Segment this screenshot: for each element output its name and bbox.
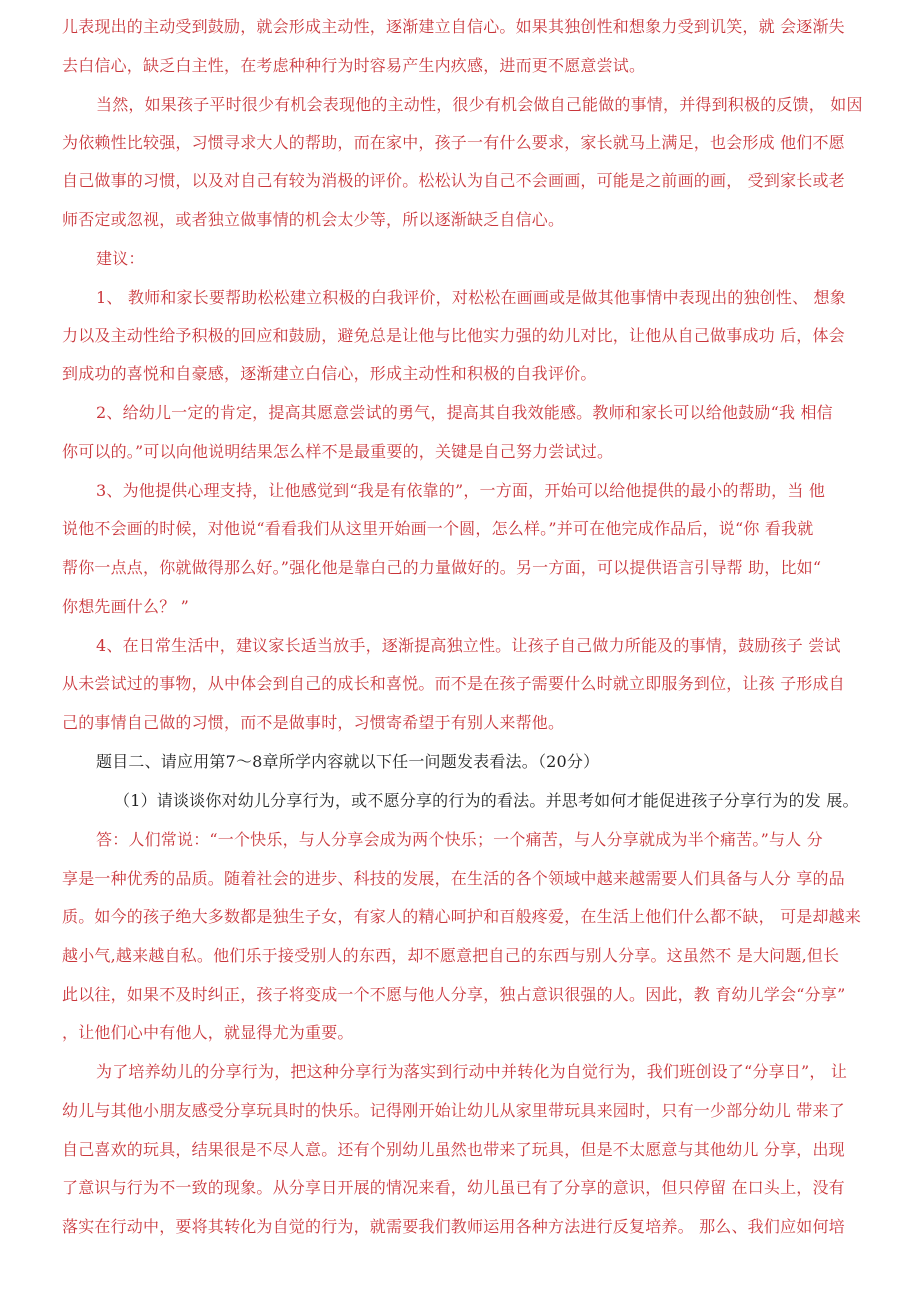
- text-line: 2、给幼儿一定的肯定，提高其愿意尝试的勇气，提高其自我效能感。教师和家长可以给他鼓励“我 相信: [96, 403, 833, 422]
- text-line: 当然，如果孩子平时很少有机会表现他的主动性，很少有机会做自己能做的事情，并得到积极的反馈， 如因: [96, 95, 863, 114]
- text-line: 题目二、请应用第7～8章所学内容就以下任一问题发表看法。（20分）: [96, 752, 600, 771]
- text-line: 建议：: [96, 249, 145, 268]
- text-line: 幼儿与其他小朋友感受分享玩具时的快乐。记得刚开始让幼儿从家里带玩具来园时，只有一少部分幼儿 带来了: [62, 1101, 845, 1120]
- text-line: 此以往，如果不及时纠正，孩子将变成一个不愿与他人分享，独占意识很强的人。因此，教 育幼儿学会“分享”: [62, 985, 846, 1004]
- text-line: 4、在日常生活中，建议家长适当放手，逐渐提高独立性。让孩子自己做力所能及的事情，鼓励孩子 尝试: [96, 636, 841, 655]
- text-line: 为了培养幼儿的分享行为，把这种分享行为落实到行动中并转化为自觉行为，我们班创设了“分享日”， 让: [96, 1062, 848, 1081]
- text-line: 答：人们常说：“一个快乐，与人分享会成为两个快乐；一个痛苦，与人分享就成为半个痛苦。”与人 分: [96, 830, 823, 849]
- text-line: 帮你一点点，你就做得那么好。”强化他是靠白己的力量做好的。另一方面，可以提供语言引导帮 助，比如“: [62, 558, 822, 577]
- text-line: 自己喜欢的玩具，结果很是不尽人意。还有个别幼儿虽然也带来了玩具，但是不太愿意与其他幼儿 分享，出现: [62, 1140, 845, 1159]
- text-line: 享是一种优秀的品质。随着社会的进步、科技的发展，在生活的各个领域中越来越需要人们具备与人分 享的品: [62, 869, 845, 888]
- text-line: ，让他们心中有他人，就显得尤为重要。: [62, 1023, 354, 1042]
- text-line: 落实在行动中，要将其转化为自觉的行为，就需要我们教师运用各种方法进行反复培养。 那么、我们应如何培: [62, 1217, 845, 1236]
- text-line: 儿表现出的主动受到鼓励，就会形成主动性，逐渐建立自信心。如果其独创性和想象力受到讥笑，就 会逐渐失: [62, 17, 845, 36]
- text-line: 去白信心，缺乏白主性，在考虑种种行为时容易产生内疚感，进而更不愿意尝试。: [62, 56, 646, 75]
- text-line: 你可以的。”可以向他说明结果怎么样不是最重要的，关键是自己努力尝试过。: [62, 442, 614, 461]
- text-line: 你想先画什么？ ”: [62, 597, 190, 616]
- text-line: 质。如今的孩子绝大多数都是独生子女，有家人的精心呵护和百般疼爱，在生活上他们什么都不缺， 可是却越来: [62, 907, 862, 926]
- text-line: 自己做事的习惯，以及对自己有较为消极的评价。松松认为自己不会画画，可能是之前画的画， 受到家长或老: [62, 171, 845, 190]
- text-line: 到成功的喜悦和自豪感，逐渐建立白信心，形成主动性和积极的自我评价。: [62, 364, 597, 383]
- text-line: 力以及主动性给予积极的回应和鼓励，避免总是让他与比他实力强的幼儿对比，让他从自己做事成功 后，体会: [62, 326, 845, 345]
- text-line: （1）请谈谈你对幼儿分享行为，或不愿分享的行为的看法。并思考如何才能促进孩子分享行为的发 展。: [114, 791, 859, 810]
- text-line: 己的事情自己做的习惯，而不是做事时，习惯寄希望于有别人来帮他。: [62, 713, 565, 732]
- text-line: 师否定或忽视，或者独立做事情的机会太少等，所以逐渐缺乏自信心。: [62, 210, 565, 229]
- text-line: 说他不会画的时候，对他说“看看我们从这里开始画一个圆，怎么样。”并可在他完成作品后，说“你 看我就: [62, 519, 814, 538]
- text-line: 从未尝试过的事物，从中体会到自己的成长和喜悦。而不是在孩子需要什么时就立即服务到位，让孩 子形成自: [62, 674, 845, 693]
- text-line: 为依赖性比较强，习惯寻求大人的帮助，而在家中，孩子一有什么要求，家长就马上满足，也会形成 他们不愿: [62, 133, 845, 152]
- text-line: 3、为他提供心理支持，让他感觉到“我是有依靠的”，一方面，开始可以给他提供的最小的帮助，当 他: [96, 481, 826, 500]
- text-line: 1、 教师和家长要帮助松松建立积极的白我评价，对松松在画画或是做其他事情中表现出的独创性、 想象: [96, 288, 846, 307]
- text-line: 了意识与行为不一致的现象。从分享日开展的情况来看，幼儿虽已有了分享的意识，但只停留 在口头上，没有: [62, 1178, 845, 1197]
- text-line: 越小气,越来越自私。他们乐于接受别人的东西，却不愿意把自己的东西与别人分享。这虽然不 是大问题,但长: [62, 946, 840, 965]
